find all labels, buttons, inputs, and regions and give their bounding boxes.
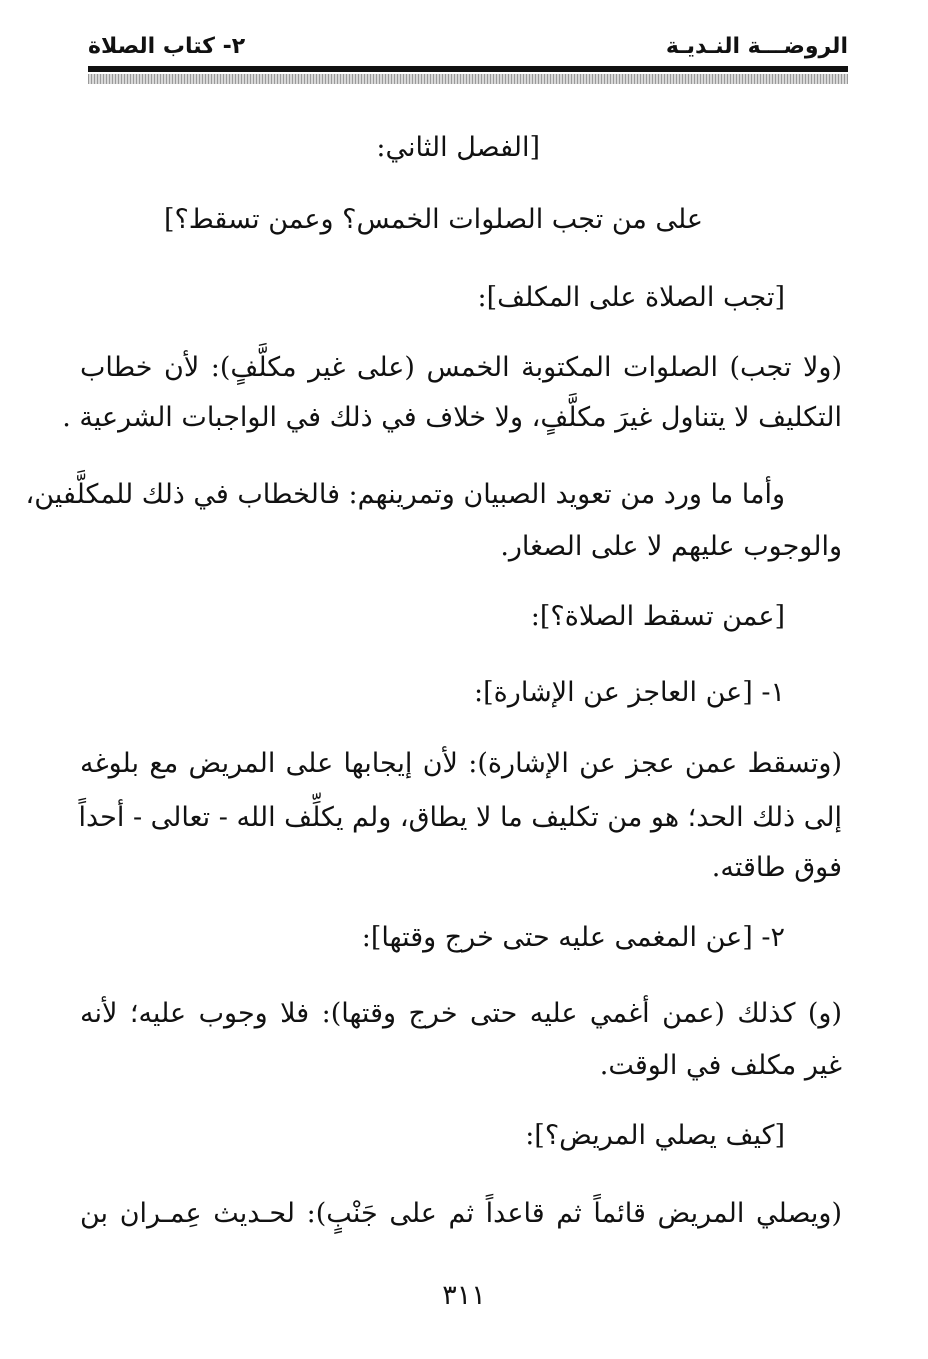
page-number: ٣١١ [442, 1280, 486, 1311]
paragraph-line: والوجوب عليهم لا على الصغار. [500, 531, 842, 562]
paragraph-line: غير مكلف في الوقت. [599, 1050, 842, 1081]
paragraph-line: التكليف لا يتناول غيرَ مكلَّفٍ، ولا خلاف في ذلك في الواجبات الشرعية . [62, 402, 842, 433]
paragraph-line: (و) كذلك (عمن أغمي عليه حتى خرج وقتها): فلا وجوب عليه؛ لأنه [80, 998, 842, 1029]
paragraph-line: إلى ذلك الحد؛ هو من تكليف ما لا يطاق، ولم يكلِّف الله - تعالى - أحداً [78, 802, 842, 833]
chapter-label: [الفصل الثاني: [376, 132, 540, 163]
heading-obligation: [تجب الصلاة على المكلف]: [477, 282, 785, 313]
paragraph-line: (ولا تجب) الصلوات المكتوبة الخمس (على غير مكلَّفٍ): لأن خطاب [80, 352, 842, 383]
paragraph-line: وأما ما ورد من تعويد الصبيان وتمرينهم: فالخطاب في ذلك للمكلَّفين، [25, 479, 785, 510]
chapter-title: على من تجب الصلوات الخمس؟ وعمن تسقط؟] [163, 204, 703, 235]
paragraph-line: (ويصلي المريض قائماً ثم قاعداً ثم على جَنْبٍ): لحـديث عِمـران بن [80, 1198, 842, 1229]
header-rule [88, 66, 848, 72]
header-rule-shading [88, 74, 848, 84]
heading-item-2: ٢- [عن المغمى عليه حتى خرج وقتها]: [361, 922, 785, 953]
heading-sick-prayer: [كيف يصلي المريض؟]: [525, 1120, 785, 1151]
heading-item-1: ١- [عن العاجز عن الإشارة]: [474, 677, 785, 708]
running-header-section: ٢- كتاب الصلاة [88, 34, 246, 59]
running-header-book-title: الروضـــة النـديـة [665, 34, 848, 59]
heading-exemptions: [عمن تسقط الصلاة؟]: [530, 601, 785, 632]
paragraph-line: فوق طاقته. [711, 852, 842, 883]
paragraph-line: (وتسقط عمن عجز عن الإشارة): لأن إيجابها على المريض مع بلوغه [80, 748, 842, 779]
